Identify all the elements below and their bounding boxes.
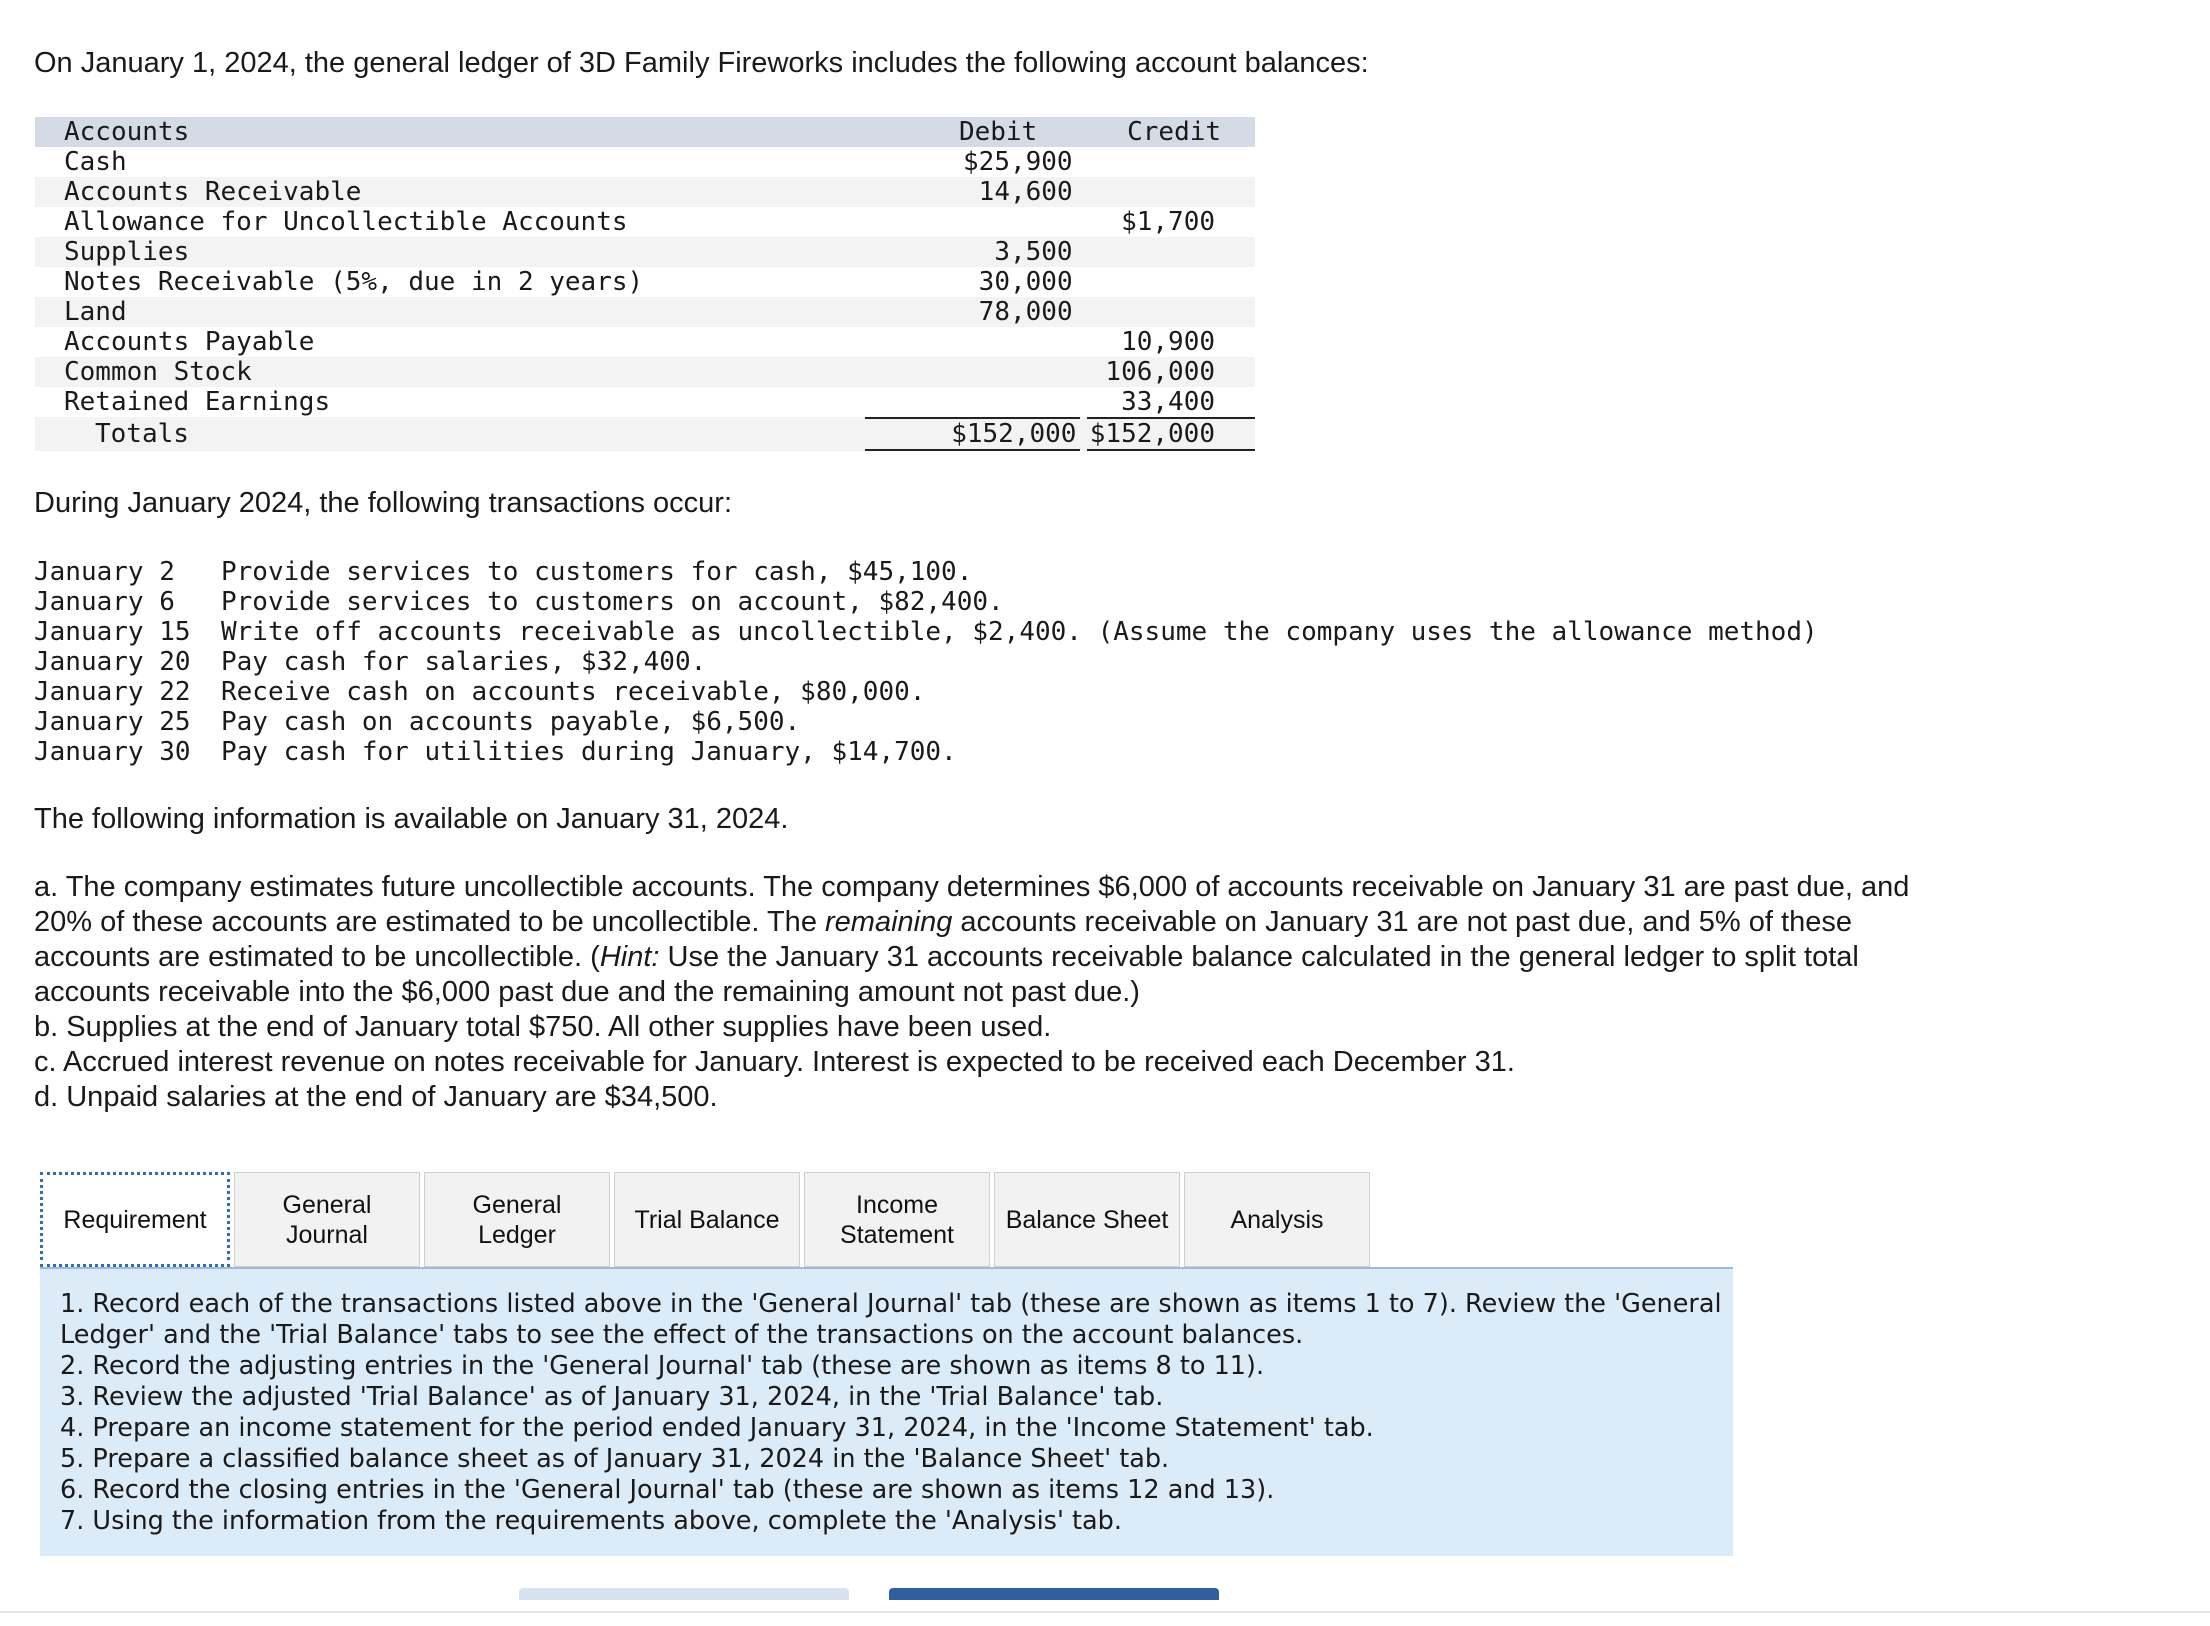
debit-value: [883, 387, 1072, 417]
table-row: [35, 147, 1255, 177]
info-item-b: b. Supplies at the end of January total $750. All other supplies have been used.: [34, 1011, 1052, 1043]
list-item: [34, 617, 1818, 647]
transaction-date: January 30: [34, 737, 191, 767]
credit-value: 106,000: [1105, 357, 1215, 387]
info-a-text-3: Use the January 31 accounts receivable balance calculated in the general ledger to split total accounts receivable into the $6,000 past due and the remaining amount not past due.): [34, 941, 1859, 1008]
credit-value: 33,400: [1121, 387, 1215, 417]
list-item: [34, 647, 1818, 677]
totals-label: Totals: [95, 419, 189, 449]
transaction-date: January 20: [34, 647, 191, 677]
requirement-item: 7. Using the information from the requirements above, complete the 'Analysis' tab.: [60, 1506, 1122, 1536]
debit-value: 30,000: [978, 267, 1073, 297]
list-item: [34, 557, 1818, 587]
transaction-date: January 15: [34, 617, 191, 647]
table-row: [35, 177, 1255, 207]
tab-general-journal[interactable]: [234, 1172, 420, 1267]
account-name: Notes Receivable (5%, due in 2 years): [64, 267, 644, 297]
tab-balance-sheet[interactable]: [994, 1172, 1180, 1267]
table-row: [35, 237, 1255, 267]
previous-button[interactable]: [519, 1588, 849, 1600]
next-button[interactable]: [889, 1588, 1219, 1600]
tab-label: Trial Balance: [634, 1205, 780, 1234]
list-item: [34, 677, 1818, 707]
requirement-item: 6. Record the closing entries in the 'General Journal' tab (these are shown as items 12 and 13).: [60, 1475, 1275, 1505]
table-row: [35, 267, 1255, 297]
account-name: Accounts Payable: [64, 327, 315, 357]
header-debit: Debit: [958, 117, 1038, 147]
info-a-text-2: accounts receivable on January 31 are not past due, and 5% of these accounts are estimated to be uncollectible. (: [34, 906, 1852, 973]
credit-value: [1073, 177, 1255, 207]
transaction-date: January 25: [34, 707, 191, 737]
info-item-c: c. Accrued interest revenue on notes receivable for January. Interest is expected to be received each December 31.: [34, 1046, 1515, 1078]
transaction-text: Provide services to customers for cash, $45,100.: [221, 557, 973, 587]
account-name: Accounts Receivable: [64, 177, 362, 207]
transaction-text: Pay cash for utilities during January, $14,700.: [221, 737, 957, 767]
tab-label: Requirement: [63, 1205, 207, 1234]
list-item: [34, 737, 1818, 767]
totals-row: [35, 417, 1255, 451]
info-item-a: [34, 870, 1934, 1010]
transaction-date: January 22: [34, 677, 191, 707]
transaction-text: Pay cash on accounts payable, $6,500.: [221, 707, 801, 737]
debit-value: [883, 327, 1072, 357]
account-balances-table: [35, 117, 1255, 451]
credit-value: [1073, 147, 1255, 177]
account-name: Retained Earnings: [64, 387, 331, 417]
account-name: Allowance for Uncollectible Accounts: [64, 207, 628, 237]
credit-total: $152,000: [1089, 419, 1215, 449]
tab-general-ledger[interactable]: [424, 1172, 610, 1267]
table-row: [35, 387, 1255, 417]
debit-value: [883, 207, 1072, 237]
header-accounts: Accounts: [64, 117, 190, 147]
footer-divider: [0, 1611, 2210, 1613]
debit-value: 78,000: [978, 297, 1073, 327]
info-a-text-1: a. The company estimates future uncollectible accounts. The company determines $6,000 of accounts receivable on January 31 are past due, and 20% of these accounts are estimated to be uncollectible. The: [34, 871, 1910, 938]
credit-value: [1073, 237, 1255, 267]
header-credit: Credit: [1127, 117, 1222, 147]
tab-label: Income Statement: [840, 1190, 954, 1249]
intro-text: On January 1, 2024, the general ledger of 3D Family Fireworks includes the following account balances:: [34, 47, 1369, 79]
table-row: [35, 357, 1255, 387]
requirements-panel: [40, 1267, 1733, 1556]
info-item-d: d. Unpaid salaries at the end of January are $34,500.: [34, 1081, 718, 1113]
table-row: [35, 207, 1255, 237]
transaction-text: Write off accounts receivable as uncollectible, $2,400. (Assume the company uses the allowance method): [221, 617, 1818, 647]
credit-double-rule: [1087, 449, 1255, 451]
transactions-list: [34, 557, 1818, 767]
table-row: [35, 297, 1255, 327]
debit-value: 3,500: [994, 237, 1073, 267]
account-name: Land: [64, 297, 127, 327]
tab-trial-balance[interactable]: [614, 1172, 800, 1267]
tab-label: General Ledger: [472, 1190, 562, 1249]
info-a-italic: remaining: [825, 906, 953, 938]
account-name: Common Stock: [64, 357, 252, 387]
debit-double-rule: [865, 449, 1080, 451]
debit-total: $152,000: [951, 419, 1077, 449]
requirement-item: 2. Record the adjusting entries in the 'General Journal' tab (these are shown as items 8 to 11).: [60, 1351, 1265, 1381]
credit-value: [1073, 267, 1255, 297]
account-name: Cash: [64, 147, 127, 177]
during-text: During January 2024, the following transactions occur:: [34, 487, 732, 519]
transaction-date: January 6: [34, 587, 175, 617]
requirement-item: 5. Prepare a classified balance sheet as of January 31, 2024 in the 'Balance Sheet' tab.: [60, 1444, 1170, 1474]
tab-income-statement[interactable]: [804, 1172, 990, 1267]
list-item: [34, 707, 1818, 737]
tab-label: Balance Sheet: [1005, 1205, 1169, 1234]
transaction-date: January 2: [34, 557, 175, 587]
tab-label: General Journal: [282, 1190, 372, 1249]
debit-total-rule: [865, 417, 1080, 419]
credit-value: $1,700: [1121, 207, 1215, 237]
transaction-text: Receive cash on accounts receivable, $80,000.: [221, 677, 926, 707]
debit-value: $25,900: [963, 147, 1073, 177]
requirement-item: 3. Review the adjusted 'Trial Balance' as of January 31, 2024, in the 'Trial Balance' tab.: [60, 1382, 1164, 1412]
tab-bar: [40, 1172, 1374, 1267]
table-row: [35, 327, 1255, 357]
credit-value: 10,900: [1121, 327, 1215, 357]
info-a-hint: Hint:: [599, 941, 660, 973]
tab-requirement[interactable]: [40, 1172, 230, 1267]
transaction-text: Pay cash for salaries, $32,400.: [221, 647, 707, 677]
tab-analysis[interactable]: [1184, 1172, 1370, 1267]
account-name: Supplies: [64, 237, 190, 267]
tab-label: Analysis: [1230, 1205, 1324, 1234]
adjustment-info: [34, 870, 1934, 1115]
available-text: The following information is available on January 31, 2024.: [34, 803, 789, 835]
list-item: [34, 587, 1818, 617]
transaction-text: Provide services to customers on account, $82,400.: [221, 587, 1004, 617]
debit-value: 14,600: [978, 177, 1073, 207]
requirement-item: 1. Record each of the transactions listed above in the 'General Journal' tab (these are shown as items 1 to 7). Review the 'General Ledger' and the 'Trial Balance' tabs to see the effect of the transactions on the account balances.: [60, 1289, 1722, 1350]
table-header-row: [35, 117, 1255, 147]
credit-total-rule: [1087, 417, 1255, 419]
requirement-item: 4. Prepare an income statement for the period ended January 31, 2024, in the 'Income Statement' tab.: [60, 1413, 1374, 1443]
debit-value: [883, 357, 1072, 387]
credit-value: [1073, 297, 1255, 327]
